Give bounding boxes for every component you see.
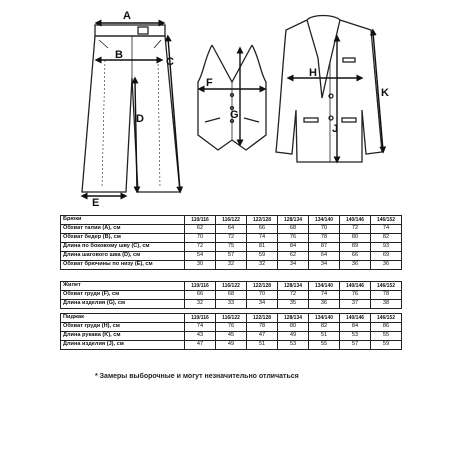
cell-value: 34 [309,261,340,270]
cell-value: 74 [371,225,402,234]
jacket-lapel [307,20,340,98]
table-header-row [61,216,402,225]
cell-value: 70 [309,225,340,234]
size-header: 140/146 [340,314,371,323]
label-j: J [332,123,339,135]
cell-value: 68 [216,291,247,300]
cell-value: 51 [247,341,278,350]
table-row [61,252,402,261]
cell-value: 59 [247,252,278,261]
cell-value: 34 [278,261,309,270]
cell-value: 72 [216,234,247,243]
table-row [61,225,402,234]
cell-value: 84 [340,323,371,332]
vest-size-table [60,281,402,309]
cell-value: 69 [371,252,402,261]
cell-value: 68 [278,225,309,234]
cell-value: 66 [340,252,371,261]
table-title: Жилет [61,282,185,291]
table-row [61,243,402,252]
cell-value: 72 [185,243,216,252]
cell-value: 32 [247,261,278,270]
footnote: * Замеры выборочные и могут незначительно отличаться [95,373,299,380]
cell-value: 89 [340,243,371,252]
cell-value: 82 [309,323,340,332]
cell-value: 33 [216,300,247,309]
size-header: 116/122 [216,216,247,225]
size-header: 128/134 [278,314,309,323]
cell-value: 64 [309,252,340,261]
row-label: Обхват бедер (В), см [61,234,185,243]
cell-value: 62 [278,252,309,261]
cell-value: 43 [185,332,216,341]
cell-value: 49 [278,332,309,341]
size-header: 128/134 [278,216,309,225]
size-header: 140/146 [340,216,371,225]
jacket-breast-pocket [343,58,355,62]
table-header-row [61,282,402,291]
label-a: A [123,10,131,22]
cell-value: 59 [371,341,402,350]
size-header: 110/116 [185,314,216,323]
pants-size-table [60,215,402,270]
cell-value: 36 [340,261,371,270]
cell-value: 51 [309,332,340,341]
cell-value: 70 [185,234,216,243]
row-label: Обхват груди (F), см [61,291,185,300]
cell-value: 87 [309,243,340,252]
cell-value: 76 [216,323,247,332]
cell-value: 32 [185,300,216,309]
label-k: K [381,87,389,99]
table-header-row [61,314,402,323]
row-label: Длина изделия (G), см [61,300,185,309]
cell-value: 72 [278,291,309,300]
garment-illustrations [0,0,450,210]
label-h: H [309,67,317,79]
label-f: F [206,77,213,89]
cell-value: 78 [371,291,402,300]
cell-value: 54 [185,252,216,261]
measure-d-arrow [135,80,137,190]
cell-value: 82 [371,234,402,243]
cell-value: 84 [278,243,309,252]
cell-value: 86 [371,323,402,332]
jacket-drawing [276,16,382,163]
cell-value: 34 [247,300,278,309]
size-header: 140/146 [340,282,371,291]
pants-belt-loop [138,27,148,34]
cell-value: 47 [185,341,216,350]
cell-value: 80 [340,234,371,243]
cell-value: 62 [185,225,216,234]
cell-value: 30 [185,261,216,270]
size-header: 146/152 [371,314,402,323]
jacket-outline [276,20,382,162]
size-header: 134/140 [309,314,340,323]
vest-drawing [198,45,266,150]
label-e: E [92,197,100,209]
size-header: 110/116 [185,282,216,291]
pants-drawing [82,25,180,192]
size-header: 134/140 [309,282,340,291]
cell-value: 36 [371,261,402,270]
cell-value: 76 [278,234,309,243]
cell-value: 74 [247,234,278,243]
table-title: Брюки [61,216,185,225]
label-c: C [166,56,174,68]
cell-value: 36 [309,300,340,309]
pants-waistband [95,25,165,36]
cell-value: 55 [371,332,402,341]
cell-value: 47 [247,332,278,341]
cell-value: 70 [247,291,278,300]
cell-value: 93 [371,243,402,252]
size-header: 128/134 [278,282,309,291]
cell-value: 53 [278,341,309,350]
cell-value: 66 [185,291,216,300]
table-row [61,234,402,243]
table-row [61,323,402,332]
jacket-pocket [304,118,318,122]
cell-value: 49 [216,341,247,350]
vest-neckline [212,45,252,82]
jacket-collar [307,16,340,21]
size-header: 110/116 [185,216,216,225]
table-row [61,332,402,341]
cell-value: 35 [278,300,309,309]
table-row [61,300,402,309]
cell-value: 37 [340,300,371,309]
jacket-button [329,116,333,120]
table-title: Пиджак [61,314,185,323]
cell-value: 32 [216,261,247,270]
size-header: 122/128 [247,282,278,291]
cell-value: 75 [216,243,247,252]
cell-value: 38 [371,300,402,309]
size-header: 146/152 [371,282,402,291]
cell-value: 74 [185,323,216,332]
row-label: Длина изделия (J), см [61,341,185,350]
row-label: Обхват груди (H), см [61,323,185,332]
table-row [61,341,402,350]
cell-value: 74 [309,291,340,300]
cell-value: 53 [340,332,371,341]
cell-value: 76 [340,291,371,300]
row-label: Обхват брючины по низу (Е), см [61,261,185,270]
label-b: B [115,49,123,61]
size-header: 134/140 [309,216,340,225]
cell-value: 55 [309,341,340,350]
jacket-size-table [60,313,402,350]
row-label: Длина рукава (K), см [61,332,185,341]
size-header: 146/152 [371,216,402,225]
size-header: 116/122 [216,282,247,291]
cell-value: 57 [216,252,247,261]
row-label: Длина шагового шва (D), см [61,252,185,261]
cell-value: 81 [247,243,278,252]
jacket-pocket [342,118,356,122]
jacket-button [329,94,333,98]
table-row [61,291,402,300]
cell-value: 72 [340,225,371,234]
row-label: Обхват талии (А), см [61,225,185,234]
cell-value: 78 [247,323,278,332]
table-row [61,261,402,270]
cell-value: 57 [340,341,371,350]
size-header: 122/128 [247,216,278,225]
cell-value: 66 [247,225,278,234]
cell-value: 64 [216,225,247,234]
size-header: 116/122 [216,314,247,323]
label-d: D [136,113,144,125]
row-label: Длина по боковому шву (С), см [61,243,185,252]
size-header: 122/128 [247,314,278,323]
cell-value: 45 [216,332,247,341]
cell-value: 80 [278,323,309,332]
cell-value: 78 [309,234,340,243]
label-g: G [230,109,239,121]
